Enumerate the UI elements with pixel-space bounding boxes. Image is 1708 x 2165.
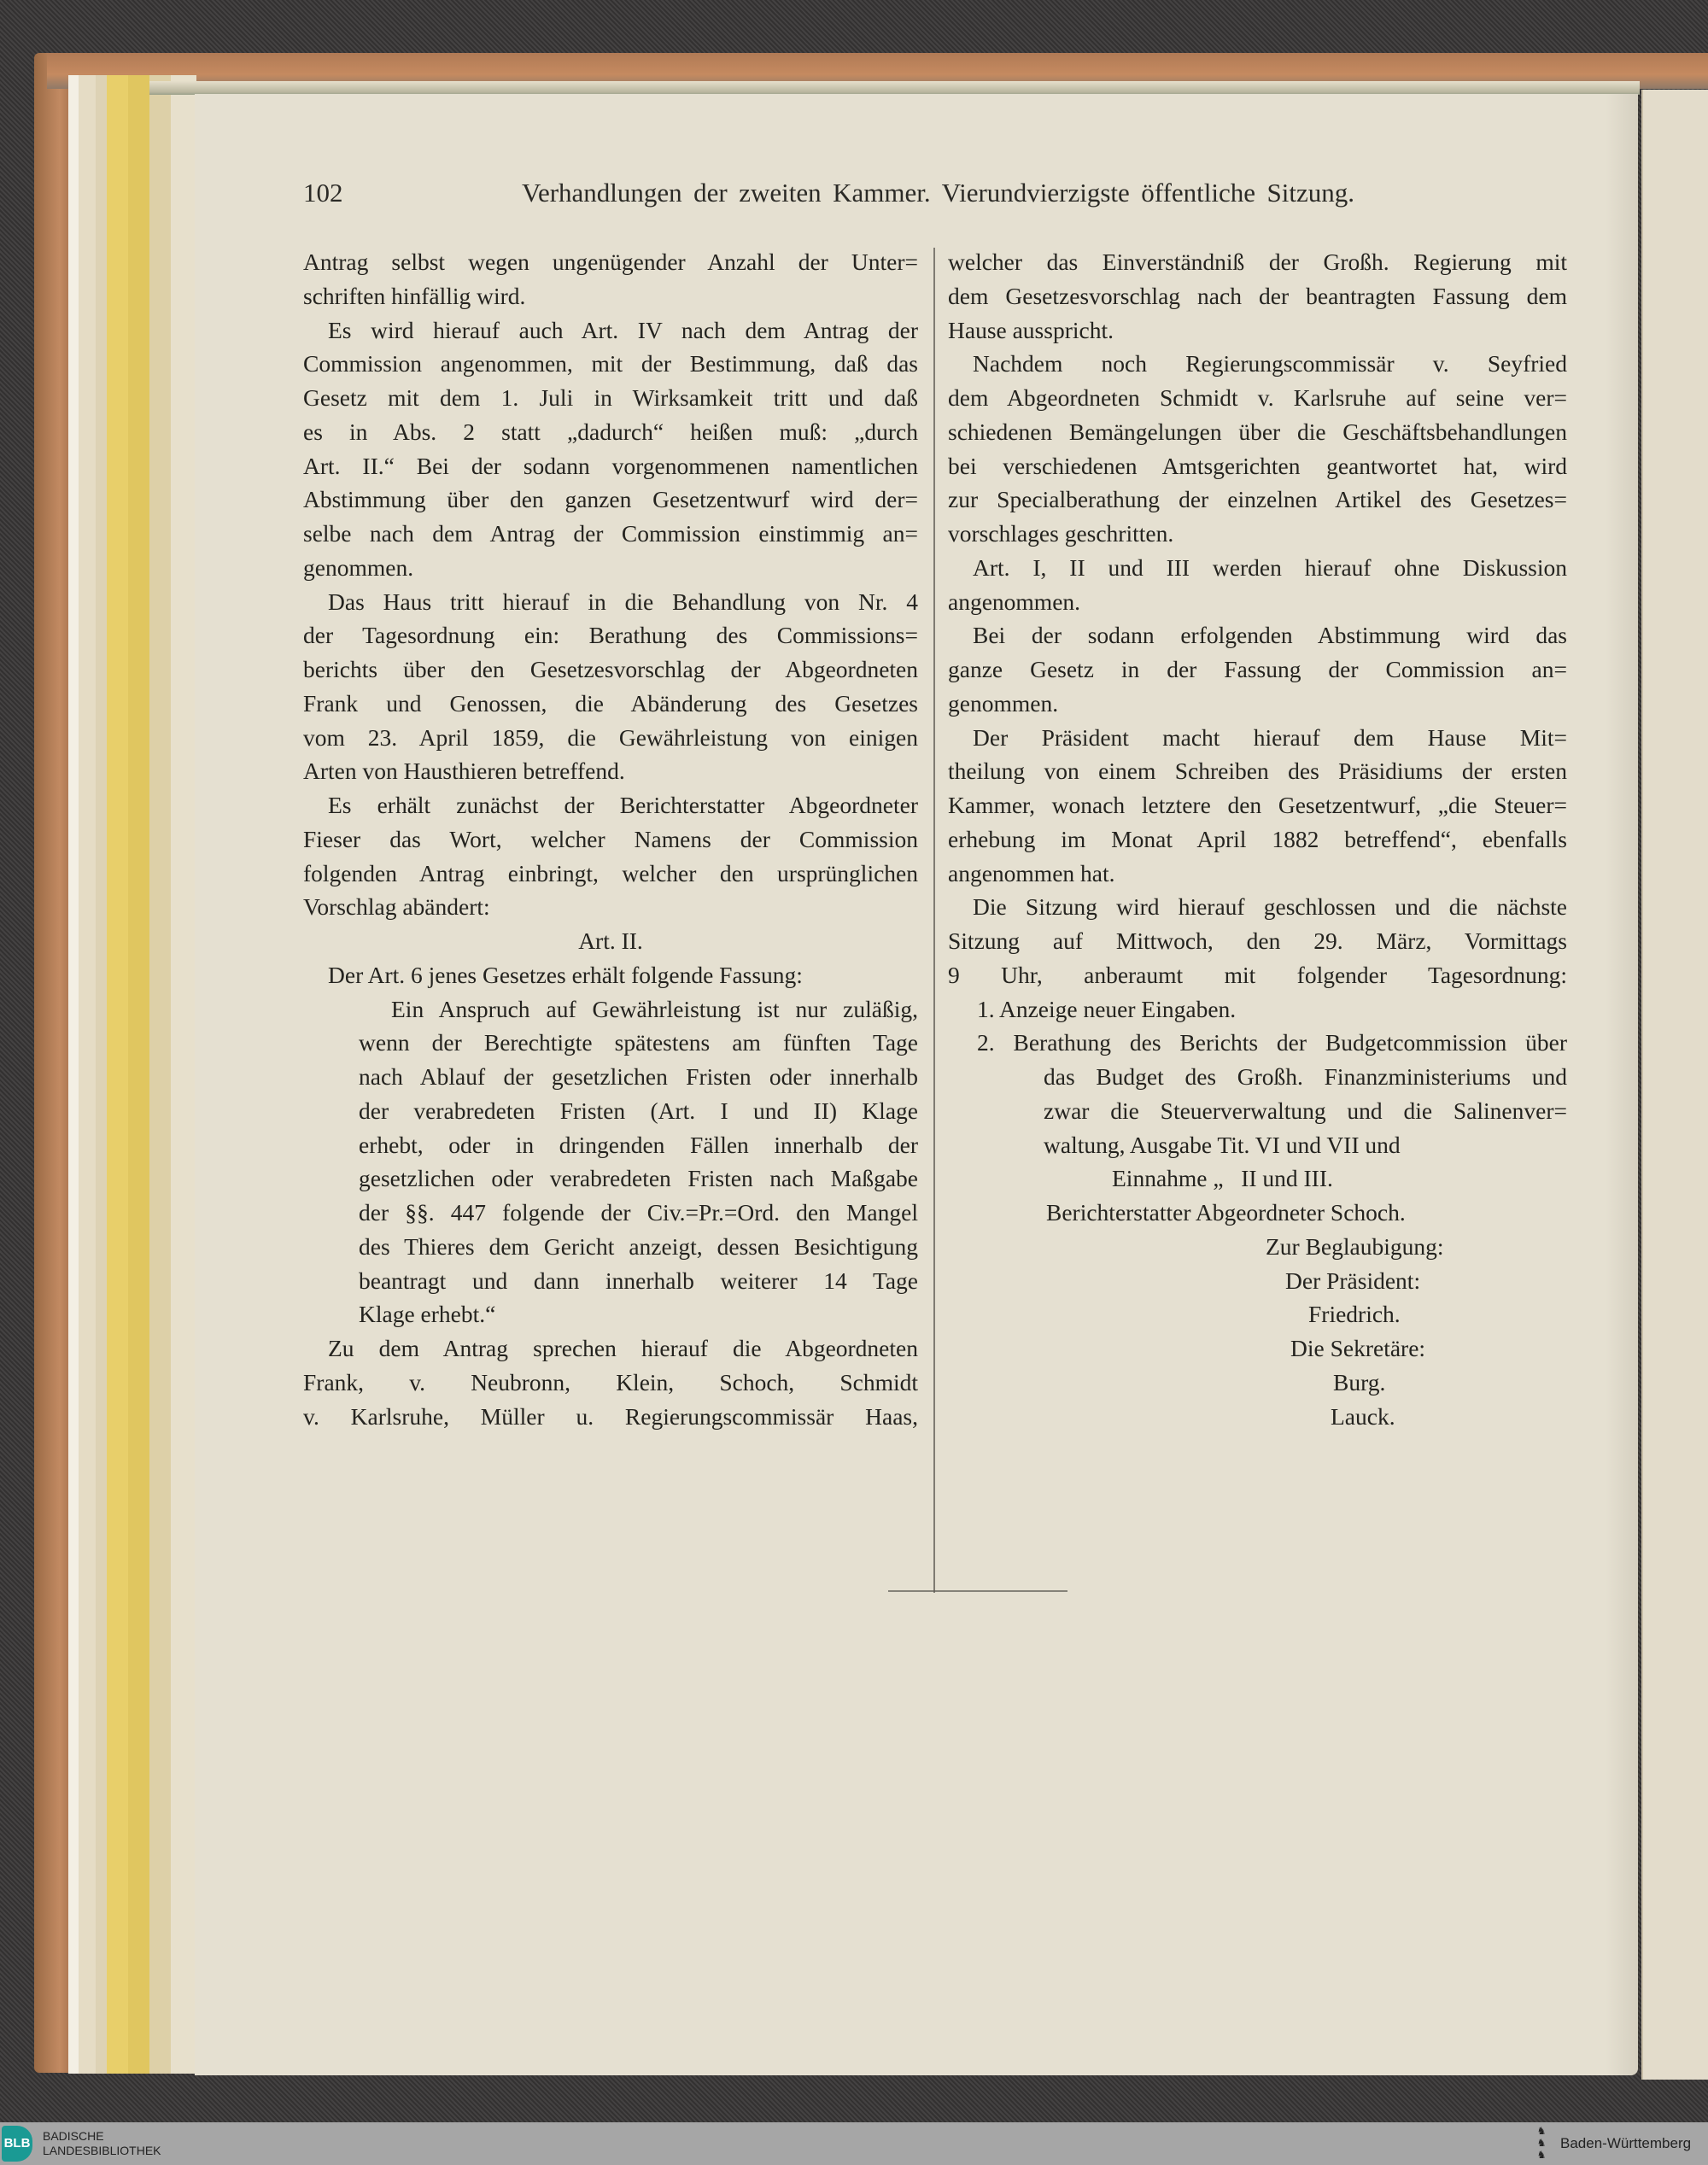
text-line: Art. II.: [578, 927, 643, 954]
text-line: Kammer, wonach letztere den Gesetzentwurf, „die Steuer=: [948, 792, 1567, 818]
text-line: nach Ablauf der gesetzlichen Fristen oder innerhalb: [359, 1063, 918, 1090]
text-line: der verabredeten Fristen (Art. I und II) Klage: [359, 1097, 918, 1124]
text-line: Art. I, II und III werden hierauf ohne Diskussion: [973, 553, 1567, 581]
text-line: schriften hinfällig wird.: [303, 282, 526, 309]
page-stack-edges: [68, 75, 196, 2074]
text-line: Der Art. 6 jenes Gesetzes erhält folgende Fassung:: [328, 961, 803, 988]
text-line: Frank und Genossen, die Abänderung des Gesetzes: [303, 689, 918, 717]
text-line: Der Präsident:: [1285, 1267, 1421, 1294]
running-title: Verhandlungen der zweiten Kammer. Vierundvierzigste öffentliche Sitzung.: [522, 178, 1354, 208]
text-line: Frank, v. Neubronn, Klein, Schoch, Schmidt: [303, 1368, 918, 1396]
text-line: erhebt, oder in dringenden Fällen innerhalb der: [359, 1131, 918, 1158]
text-line: welcher das Einverständniß der Großh. Regierung mit: [948, 249, 1567, 275]
facing-page-edge: [1641, 90, 1708, 2080]
library-name[interactable]: [43, 2129, 161, 2158]
text-line: Commission angenommen, mit der Bestimmung, daß das: [303, 350, 918, 377]
text-line: Es erhält zunächst der Berichterstatter Abgeordneter: [328, 792, 918, 818]
text-line: Sitzung auf Mittwoch, den 29. März, Vormittags: [948, 927, 1567, 954]
library-name-line2: LANDESBIBLIOTHEK: [43, 2144, 161, 2157]
footer-bar: [0, 2122, 1708, 2165]
text-line: Burg.: [1333, 1368, 1386, 1396]
text-line: 9 Uhr, anberaumt mit folgender Tagesordnung:: [948, 961, 1567, 988]
text-line: beantragt und dann innerhalb weiterer 14 Tage: [359, 1267, 918, 1294]
text-line: Zur Beglaubigung:: [1266, 1232, 1444, 1260]
text-line: dem Gesetzesvorschlag nach der beantragten Fassung dem: [948, 282, 1567, 309]
text-line: es in Abs. 2 statt „dadurch“ heißen muß: „durch: [303, 418, 918, 445]
text-line: wenn der Berechtigte spätestens am fünften Tage: [359, 1029, 918, 1056]
text-line: Fieser das Wort, welcher Namens der Commission: [303, 825, 918, 852]
text-line: Bei der sodann erfolgenden Abstimmung wird das: [973, 622, 1567, 649]
text-line: vom 23. April 1859, die Gewährleistung von einigen: [303, 723, 918, 751]
text-line: Einnahme „ II und III.: [1112, 1165, 1333, 1192]
text-line: der §§. 447 folgende der Civ.=Pr.=Ord. den Mangel: [359, 1199, 918, 1226]
text-line: folgenden Antrag einbringt, welcher den ursprünglichen: [303, 859, 918, 886]
text-line: dem Abgeordneten Schmidt v. Karlsruhe auf seine ver=: [948, 384, 1567, 411]
right-column: [948, 245, 1567, 1433]
text-line: Zu dem Antrag sprechen hierauf die Abgeordneten: [328, 1335, 918, 1361]
text-line: vorschlages geschritten.: [948, 520, 1174, 547]
text-line: genommen.: [948, 689, 1059, 717]
text-line: 2. Berathung des Berichts der Budgetcommission über: [977, 1029, 1567, 1056]
text-line: selbe nach dem Antrag der Commission einstimmig an=: [303, 520, 918, 547]
page-number: 102: [303, 178, 343, 208]
text-line: Ein Anspruch auf Gewährleistung ist nur zuläßig,: [391, 995, 918, 1022]
text-line: zur Specialberathung der einzelnen Artikel des Gesetzes=: [948, 486, 1567, 513]
text-line: waltung, Ausgabe Tit. VI und VII und: [1044, 1131, 1401, 1158]
text-line: angenommen hat.: [948, 859, 1115, 886]
text-line: theilung von einem Schreiben des Präsidiums der ersten: [948, 758, 1567, 785]
text-line: angenommen.: [948, 588, 1081, 615]
text-line: 1. Anzeige neuer Eingaben.: [977, 995, 1237, 1022]
baden-wuerttemberg-lions-icon: ♞ ♞ ♞: [1536, 2125, 1547, 2161]
text-line: Die Sekretäre:: [1290, 1335, 1426, 1361]
text-line: das Budget des Großh. Finanzministeriums und: [1044, 1063, 1567, 1090]
text-line: Hause ausspricht.: [948, 316, 1114, 343]
text-line: ganze Gesetz in der Fassung der Commission an=: [948, 656, 1567, 682]
text-line: Vorschlag abändert:: [303, 893, 490, 921]
library-name-line1: BADISCHE: [43, 2129, 104, 2143]
column-divider: [933, 248, 935, 1593]
text-line: berichts über den Gesetzesvorschlag der Abgeordneten: [303, 656, 918, 682]
text-line: erhebung im Monat April 1882 betreffend“, ebenfalls: [948, 825, 1567, 852]
text-line: Nachdem noch Regierungscommissär v. Seyfried: [973, 350, 1567, 377]
left-column: [303, 245, 918, 1433]
text-line: bei verschiedenen Amtsgerichten geantwortet hat, wird: [948, 452, 1567, 479]
page-top-edge: [149, 81, 1640, 95]
blb-logo[interactable]: BLB: [2, 2126, 32, 2162]
text-line: Arten von Hausthieren betreffend.: [303, 758, 625, 785]
text-line: Abstimmung über den ganzen Gesetzentwurf wird der=: [303, 486, 918, 513]
running-header: [303, 178, 1354, 220]
text-line: Klage erhebt.“: [359, 1301, 496, 1328]
text-line: Der Präsident macht hierauf dem Hause Mit=: [973, 723, 1567, 751]
text-line: schiedenen Bemängelungen über die Geschäftsbehandlungen: [948, 418, 1567, 445]
text-line: Berichterstatter Abgeordneter Schoch.: [1046, 1199, 1406, 1226]
end-rule: [888, 1590, 1068, 1592]
state-name[interactable]: Baden-Württemberg: [1560, 2135, 1692, 2151]
text-line: Das Haus tritt hierauf in die Behandlung von Nr. 4: [328, 588, 918, 615]
gutter-shadow: [1606, 94, 1640, 2075]
text-line: Die Sitzung wird hierauf geschlossen und die nächste: [973, 893, 1567, 921]
text-line: des Thieres dem Gericht anzeigt, dessen Besichtigung: [359, 1232, 918, 1260]
text-line: Lauck.: [1331, 1402, 1395, 1430]
text-line: zwar die Steuerverwaltung und die Salinenver=: [1044, 1097, 1567, 1124]
text-line: der Tagesordnung ein: Berathung des Commissions=: [303, 622, 918, 649]
text-line: v. Karlsruhe, Müller u. Regierungscommissär Haas,: [303, 1402, 918, 1430]
text-line: genommen.: [303, 553, 414, 581]
text-line: gesetzlichen oder verabredeten Fristen nach Maßgabe: [359, 1165, 918, 1192]
text-line: Es wird hierauf auch Art. IV nach dem Antrag der: [328, 316, 918, 343]
text-line: Art. II.“ Bei der sodann vorgenommenen namentlichen: [303, 452, 918, 479]
text-line: Gesetz mit dem 1. Juli in Wirksamkeit tritt und daß: [303, 384, 918, 411]
text-line: Friedrich.: [1308, 1301, 1401, 1328]
text-line: Antrag selbst wegen ungenügender Anzahl der Unter=: [303, 249, 918, 275]
